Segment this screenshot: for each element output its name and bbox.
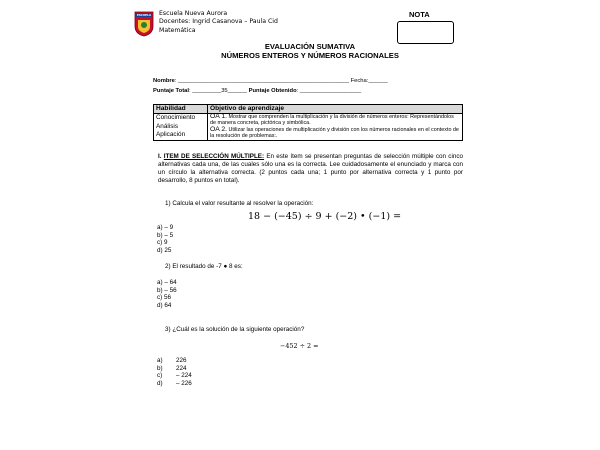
- question-3-expression: −452 ÷ 2 =: [280, 342, 319, 350]
- table-row: [154, 114, 463, 141]
- option-letter: a): [157, 357, 163, 364]
- puntaje-total-label: Puntaje Total: [153, 88, 189, 94]
- logo-text: ESCUELA: [136, 13, 152, 18]
- nota-label: NOTA: [409, 10, 430, 19]
- question-1-options: [157, 224, 173, 254]
- habilidad-item: Aplicación: [156, 131, 186, 139]
- nota-box[interactable]: [397, 21, 454, 44]
- option-b[interactable]: [157, 365, 192, 373]
- option-b[interactable]: b) – 5: [157, 231, 174, 239]
- option-b[interactable]: b) – 56: [157, 286, 177, 294]
- teachers: Docentes: Ingrid Casanova – Paula Cid: [159, 18, 278, 26]
- oa2-text: Utilizar las operaciones de multiplicación y división con los números racionales en el contexto de la resolución de problemas:.: [210, 126, 459, 139]
- option-d[interactable]: d) 25: [157, 246, 172, 254]
- option-a[interactable]: [157, 357, 192, 365]
- option-value: – 226: [176, 379, 192, 387]
- section-number: I.: [158, 153, 162, 160]
- nombre-line[interactable]: : _____________________________________________________ Fecha:______: [174, 78, 388, 84]
- question-1-prompt: 1) Calcula el valor resultante al resolver la operación:: [165, 200, 314, 207]
- option-value: 226: [176, 357, 187, 364]
- school-logo: [134, 11, 154, 37]
- table-header-row: [154, 105, 463, 114]
- option-c[interactable]: [157, 372, 192, 380]
- option-letter: c): [157, 372, 163, 380]
- oa2: [210, 127, 460, 140]
- question-2-prompt: 2) El resultado de -7 ● 8 es:: [165, 263, 243, 270]
- puntaje-obtenido-value[interactable]: : ___________________: [296, 88, 362, 94]
- habilidad-item: Conocimiento: [156, 114, 196, 121]
- option-value: 224: [176, 364, 187, 372]
- objectives-table: [153, 104, 463, 141]
- oa1: [210, 114, 460, 127]
- page-subtitle: NÚMEROS ENTEROS Y NÚMEROS RACIONALES: [221, 51, 399, 60]
- school-name: Escuela Nueva Aurora: [159, 10, 228, 17]
- subject: Matemática: [159, 26, 196, 34]
- option-a[interactable]: a) – 9: [157, 224, 174, 231]
- score-row: [153, 88, 361, 94]
- puntaje-total-value: : _________35______: [188, 88, 247, 94]
- nombre-label: Nombre: [153, 78, 175, 84]
- option-letter: d): [157, 379, 163, 387]
- option-a[interactable]: a) – 64: [157, 279, 177, 286]
- habilidad-item: Análisis: [156, 122, 179, 130]
- objetivos-cell: [208, 114, 463, 141]
- option-c[interactable]: c) 9: [157, 239, 168, 247]
- question-2-options: [157, 279, 177, 309]
- oa1-code: OA 1.: [210, 113, 228, 120]
- name-date-row: [153, 78, 388, 84]
- option-d[interactable]: [157, 380, 192, 388]
- puntaje-obtenido-label: Puntaje Obtenido: [248, 88, 297, 94]
- page-title: EVALUACIÓN SUMATIVA: [264, 42, 356, 51]
- option-letter: b): [157, 364, 163, 372]
- school-info: [159, 10, 278, 35]
- question-3-options: [157, 357, 192, 387]
- col-habilidad: Habilidad: [154, 105, 208, 114]
- habilidades-cell: [154, 114, 208, 141]
- question-3-prompt: 3) ¿Cuál es la solución de la siguiente operación?: [165, 326, 305, 333]
- section-instructions: [158, 153, 463, 185]
- question-1-expression: 18 − (−45) ÷ 9 + (−2) • (−1) =: [248, 211, 402, 222]
- option-d[interactable]: d) 64: [157, 301, 172, 309]
- oa1-text: Mostrar que comprenden la multiplicación y la división de números enteros: Representándolos de manera concreta, pictórica y simbólica.: [210, 114, 454, 127]
- section-text: En este ítem se presentan preguntas de selección múltiple con cinco alternativas cada una, de las cuales sólo una es la correcta. Lee cuidadosamente el enunciado y marca con un círculo la alternativa correcta. (2 puntos cada una; 1 punto por alternativa correcta y 1 punto por desarrollo, 8 puntos en total).: [158, 153, 463, 185]
- section-heading: ITEM DE SELECCIÓN MÚLTIPLE:: [163, 153, 265, 160]
- option-c[interactable]: c) 56: [157, 294, 171, 302]
- col-objetivo: Objetivo de aprendizaje: [208, 105, 463, 114]
- option-value: – 224: [176, 372, 192, 380]
- oa2-code: OA 2.: [210, 125, 228, 133]
